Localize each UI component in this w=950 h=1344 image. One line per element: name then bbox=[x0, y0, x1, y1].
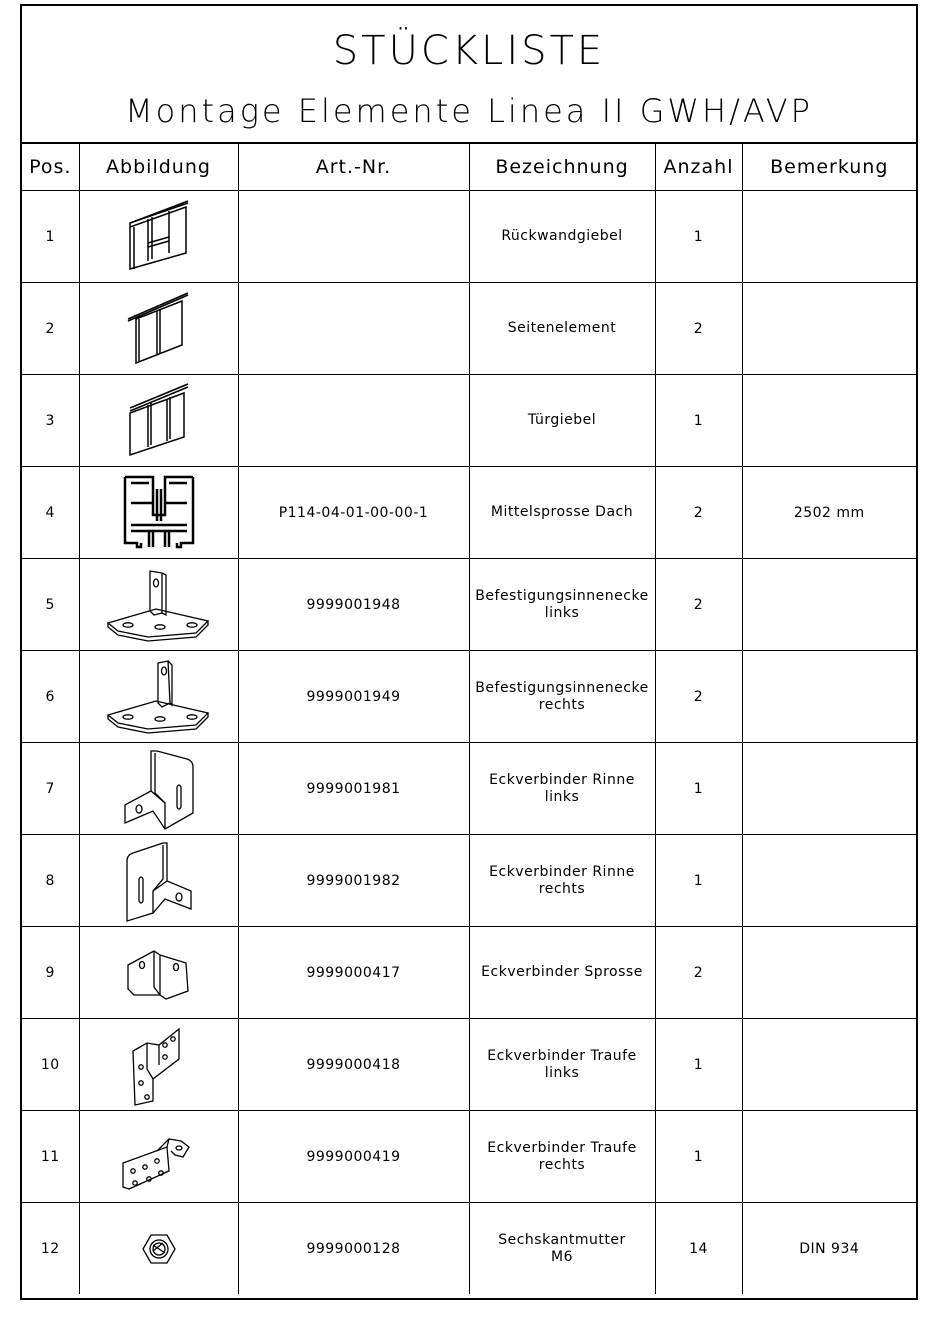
bezeichnung-line-1: Eckverbinder Rinne bbox=[489, 771, 635, 788]
bezeichnung-line-1: Befestigungsinnenecke bbox=[475, 679, 649, 696]
bezeichnung-line-2: links bbox=[544, 1064, 580, 1081]
bezeichnung-line-1: Eckverbinder Traufe bbox=[487, 1139, 637, 1156]
table-row bbox=[22, 467, 916, 559]
cell-pos: 1 bbox=[22, 191, 79, 283]
cell-bemerkung: 2502 mm bbox=[742, 467, 916, 559]
cell-abbildung bbox=[79, 927, 238, 1019]
document-title: STÜCKLISTE bbox=[332, 28, 606, 74]
bezeichnung-line-2: links bbox=[544, 604, 580, 621]
cell-bemerkung bbox=[742, 559, 916, 651]
cell-art-nr: 9999001982 bbox=[238, 835, 469, 927]
bezeichnung-line-2: rechts bbox=[538, 880, 586, 897]
rear-gable-panel-icon bbox=[80, 197, 238, 277]
bezeichnung-line-1: Eckverbinder Sprosse bbox=[481, 964, 643, 980]
column-header-anzahl: Anzahl bbox=[655, 144, 742, 191]
cell-art-nr: 9999001948 bbox=[238, 559, 469, 651]
cell-art-nr: 9999001981 bbox=[238, 743, 469, 835]
column-header-bezeichnung: Bezeichnung bbox=[469, 144, 655, 191]
cell-bezeichnung bbox=[469, 283, 655, 375]
cell-pos: 8 bbox=[22, 835, 79, 927]
cell-art-nr: 9999000419 bbox=[238, 1111, 469, 1203]
bezeichnung-line-2: rechts bbox=[538, 696, 586, 713]
cell-anzahl: 1 bbox=[655, 375, 742, 467]
corner-bracket-right-icon bbox=[80, 657, 238, 737]
cell-art-nr: 9999000128 bbox=[238, 1203, 469, 1295]
cell-art-nr: 9999001949 bbox=[238, 651, 469, 743]
bezeichnung-line-1: Mittelsprosse Dach bbox=[490, 504, 634, 520]
table-row bbox=[22, 927, 916, 1019]
bezeichnung-line-2: links bbox=[544, 788, 580, 805]
cell-pos: 9 bbox=[22, 927, 79, 1019]
cell-pos: 10 bbox=[22, 1019, 79, 1111]
cell-pos: 7 bbox=[22, 743, 79, 835]
cell-bemerkung bbox=[742, 927, 916, 1019]
cell-abbildung bbox=[79, 1019, 238, 1111]
gutter-connector-right-icon bbox=[80, 839, 238, 923]
bezeichnung-line-1: Eckverbinder Traufe bbox=[487, 1047, 637, 1064]
cell-pos: 5 bbox=[22, 559, 79, 651]
cell-anzahl: 2 bbox=[655, 927, 742, 1019]
cell-abbildung bbox=[79, 467, 238, 559]
bezeichnung-line-1: Rückwandgiebel bbox=[501, 228, 623, 244]
cell-pos: 6 bbox=[22, 651, 79, 743]
cell-bemerkung bbox=[742, 743, 916, 835]
cell-bezeichnung bbox=[469, 559, 655, 651]
cell-pos: 4 bbox=[22, 467, 79, 559]
cell-anzahl: 2 bbox=[655, 651, 742, 743]
cell-bezeichnung bbox=[469, 375, 655, 467]
corner-bracket-left-icon bbox=[80, 565, 238, 645]
cell-anzahl: 2 bbox=[655, 467, 742, 559]
cell-bezeichnung bbox=[469, 835, 655, 927]
cell-anzahl: 1 bbox=[655, 835, 742, 927]
cell-bezeichnung bbox=[469, 651, 655, 743]
cell-bezeichnung bbox=[469, 1111, 655, 1203]
eave-connector-right-icon bbox=[80, 1121, 238, 1193]
gutter-connector-left-icon bbox=[80, 747, 238, 831]
bezeichnung-line-1: Türgiebel bbox=[527, 412, 597, 428]
cell-anzahl: 1 bbox=[655, 743, 742, 835]
cell-anzahl: 2 bbox=[655, 559, 742, 651]
table-row bbox=[22, 559, 916, 651]
cell-art-nr bbox=[238, 191, 469, 283]
column-header-bemerkung: Bemerkung bbox=[742, 144, 916, 191]
cell-bezeichnung bbox=[469, 927, 655, 1019]
cell-bemerkung bbox=[742, 835, 916, 927]
cell-abbildung bbox=[79, 283, 238, 375]
cell-bemerkung: DIN 934 bbox=[742, 1203, 916, 1295]
document-subtitle: Montage Elemente Linea II GWH/AVP bbox=[125, 92, 813, 130]
table-row bbox=[22, 375, 916, 467]
parts-table bbox=[22, 144, 916, 1294]
bezeichnung-line-2: M6 bbox=[551, 1248, 573, 1265]
cell-bemerkung bbox=[742, 1019, 916, 1111]
title-block bbox=[22, 6, 916, 144]
cell-bezeichnung bbox=[469, 743, 655, 835]
cell-abbildung bbox=[79, 651, 238, 743]
parts-list-sheet bbox=[20, 4, 918, 1300]
cell-abbildung bbox=[79, 1111, 238, 1203]
cell-anzahl: 1 bbox=[655, 1111, 742, 1203]
cell-bemerkung bbox=[742, 191, 916, 283]
cell-anzahl: 1 bbox=[655, 1019, 742, 1111]
column-header-art-nr: Art.-Nr. bbox=[238, 144, 469, 191]
cell-art-nr bbox=[238, 283, 469, 375]
cell-anzahl: 2 bbox=[655, 283, 742, 375]
cell-bezeichnung bbox=[469, 1203, 655, 1295]
cell-abbildung bbox=[79, 743, 238, 835]
cell-abbildung bbox=[79, 375, 238, 467]
cell-anzahl: 1 bbox=[655, 191, 742, 283]
bezeichnung-line-2: rechts bbox=[538, 1156, 586, 1173]
cell-bezeichnung bbox=[469, 191, 655, 283]
bezeichnung-line-1: Seitenelement bbox=[507, 320, 617, 336]
cell-bemerkung bbox=[742, 1111, 916, 1203]
table-row bbox=[22, 1111, 916, 1203]
cell-bemerkung bbox=[742, 651, 916, 743]
cell-pos: 11 bbox=[22, 1111, 79, 1203]
cell-abbildung bbox=[79, 191, 238, 283]
angle-connector-icon bbox=[80, 943, 238, 1003]
door-gable-panel-icon bbox=[80, 381, 238, 461]
cell-bemerkung bbox=[742, 375, 916, 467]
eave-connector-left-icon bbox=[80, 1023, 238, 1107]
bezeichnung-line-1: Befestigungsinnenecke bbox=[475, 587, 649, 604]
table-row bbox=[22, 1019, 916, 1111]
table-row bbox=[22, 835, 916, 927]
cell-pos: 12 bbox=[22, 1203, 79, 1295]
hex-nut-icon bbox=[80, 1229, 238, 1269]
bezeichnung-line-1: Eckverbinder Rinne bbox=[489, 863, 635, 880]
table-header-row bbox=[22, 144, 916, 191]
cell-art-nr: 9999000418 bbox=[238, 1019, 469, 1111]
cell-pos: 2 bbox=[22, 283, 79, 375]
cell-art-nr: 9999000417 bbox=[238, 927, 469, 1019]
cell-pos: 3 bbox=[22, 375, 79, 467]
table-row bbox=[22, 1203, 916, 1295]
table-row bbox=[22, 191, 916, 283]
bezeichnung-line-1: Sechskantmutter bbox=[498, 1231, 626, 1248]
column-header-abbildung: Abbildung bbox=[79, 144, 238, 191]
table-row bbox=[22, 651, 916, 743]
cell-bemerkung bbox=[742, 283, 916, 375]
cell-art-nr: P114-04-01-00-00-1 bbox=[238, 467, 469, 559]
column-header-pos: Pos. bbox=[22, 144, 79, 191]
table-row bbox=[22, 283, 916, 375]
profile-section-icon bbox=[80, 473, 238, 553]
cell-abbildung bbox=[79, 835, 238, 927]
table-row bbox=[22, 743, 916, 835]
cell-bezeichnung bbox=[469, 1019, 655, 1111]
cell-anzahl: 14 bbox=[655, 1203, 742, 1295]
cell-abbildung bbox=[79, 559, 238, 651]
cell-bezeichnung bbox=[469, 467, 655, 559]
cell-abbildung bbox=[79, 1203, 238, 1295]
cell-art-nr bbox=[238, 375, 469, 467]
side-element-panel-icon bbox=[80, 289, 238, 369]
